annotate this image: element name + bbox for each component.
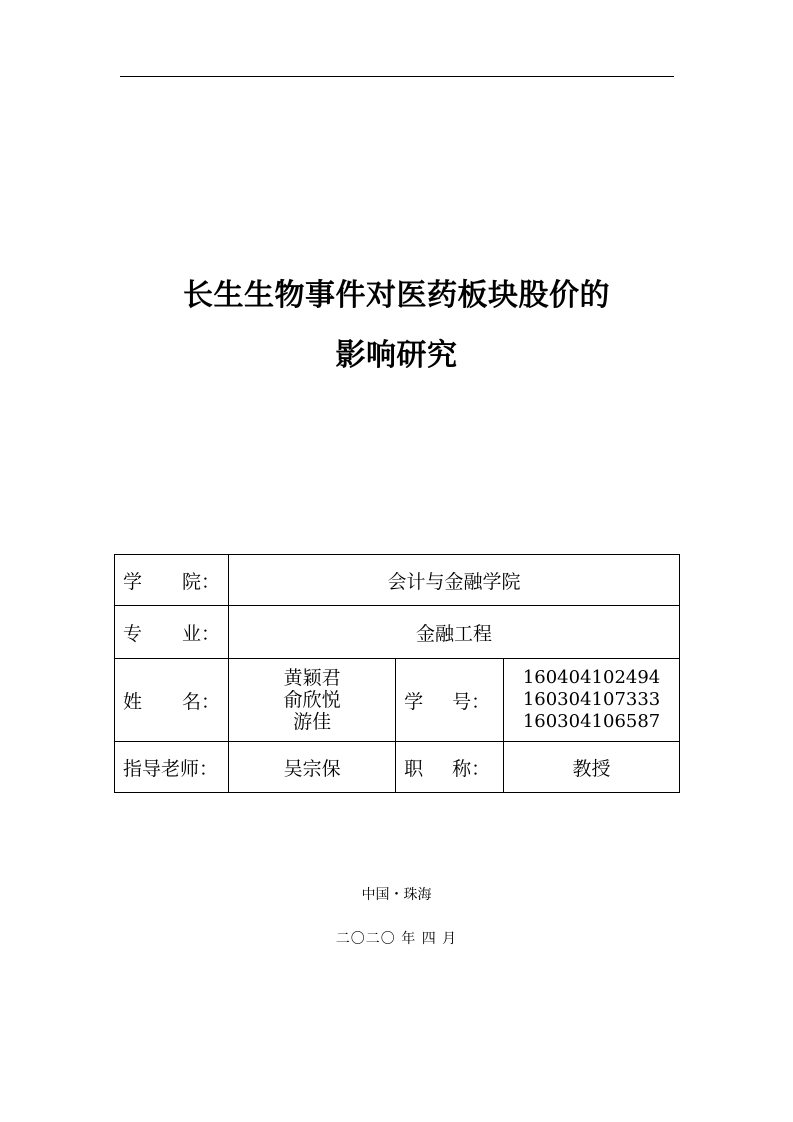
student-name: 游佳 <box>293 711 332 733</box>
document-title-line-2: 影响研究 <box>335 338 458 373</box>
document-title-line-1: 长生生物事件对医药板块股价的 <box>183 278 610 313</box>
student-id: 160304106587 <box>522 711 661 732</box>
advisor-value: 吴宗保 <box>229 742 396 793</box>
rank-label-part-2: 称： <box>452 757 491 780</box>
college-label-part-1: 学 <box>123 570 143 593</box>
major-label-part-2: 业： <box>181 622 220 645</box>
student-id: 160304107333 <box>522 689 661 710</box>
name-label-part-2: 名： <box>181 690 220 713</box>
college-value: 会计与金融学院 <box>229 555 680 606</box>
table-row-name-id <box>115 659 680 742</box>
major-label <box>115 606 229 659</box>
major-label-part-1: 专 <box>123 622 143 645</box>
header-rule <box>120 76 674 77</box>
footer-date: 二〇二〇 年 四 月 <box>335 931 458 947</box>
student-names <box>229 659 396 742</box>
table-row-major <box>115 606 680 659</box>
advisor-label: 指导老师： <box>115 742 229 793</box>
table-row-college <box>115 555 680 606</box>
student-ids <box>504 659 680 742</box>
id-label-part-2: 号： <box>452 690 491 713</box>
college-label-part-2: 院： <box>181 570 220 593</box>
rank-label-part-1: 职 <box>404 757 424 780</box>
id-label-part-1: 学 <box>404 690 424 713</box>
rank-value: 教授 <box>504 742 680 793</box>
footer-place: 中国・珠海 <box>361 887 432 903</box>
rank-label <box>396 742 504 793</box>
table-row-advisor <box>115 742 680 793</box>
student-name: 俞欣悦 <box>283 689 341 711</box>
id-label <box>396 659 504 742</box>
student-id: 160404102494 <box>522 667 661 688</box>
college-label <box>115 555 229 606</box>
student-name: 黄颖君 <box>283 667 341 689</box>
major-value: 金融工程 <box>229 606 680 659</box>
name-label <box>115 659 229 742</box>
info-table <box>114 554 680 793</box>
name-label-part-1: 姓 <box>123 690 143 713</box>
